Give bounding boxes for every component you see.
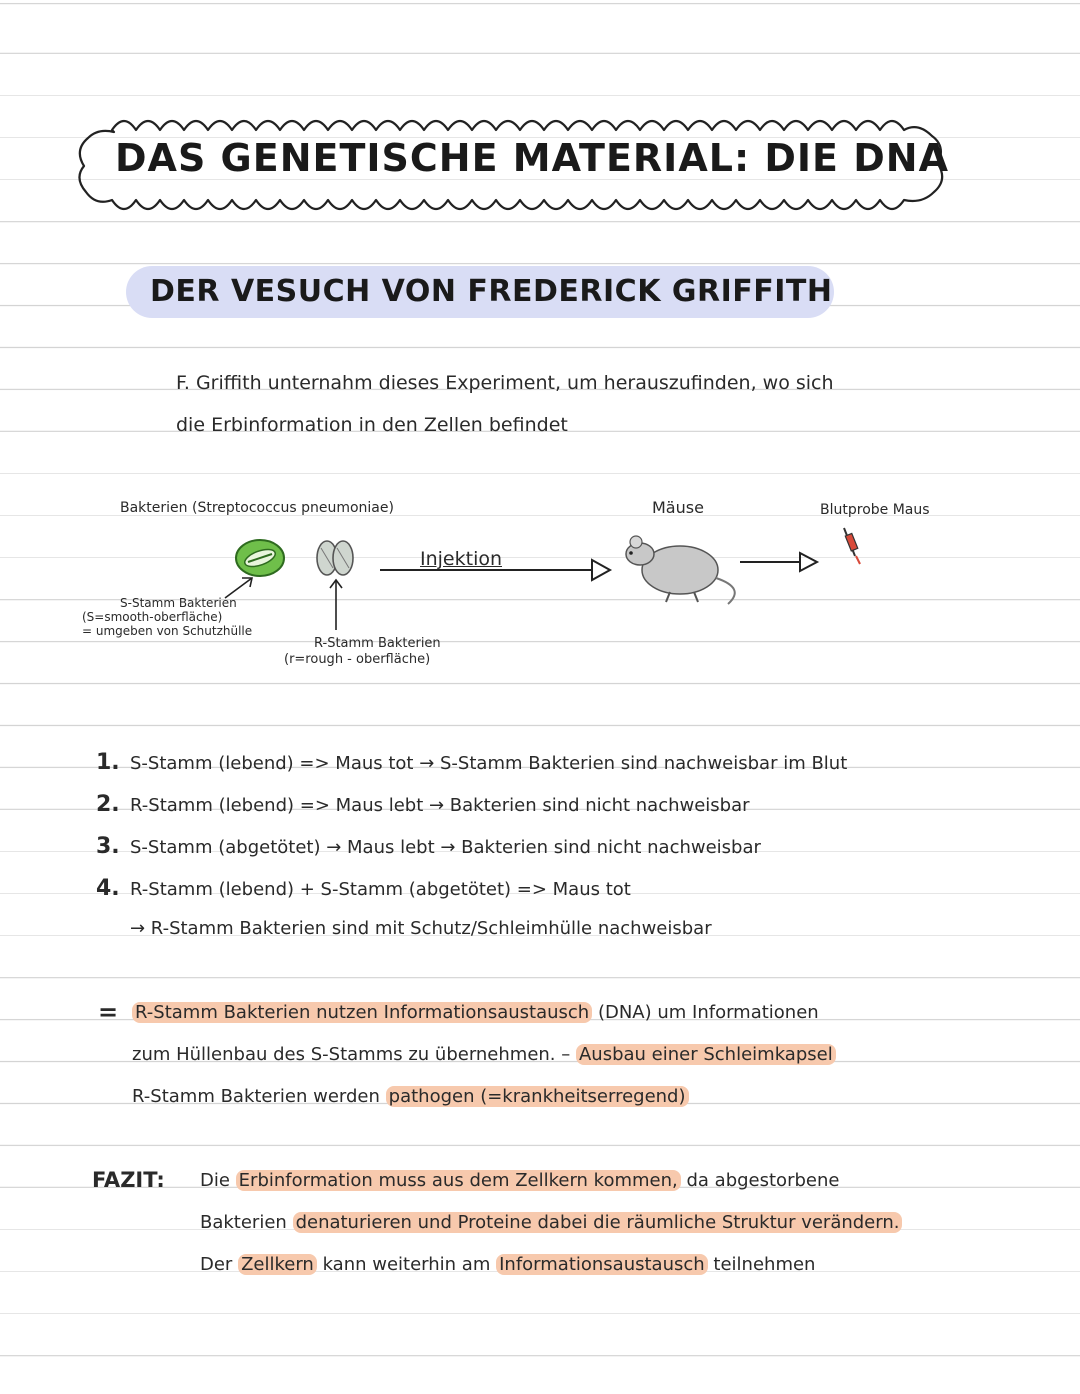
s-strain-label-line-1: S-Stamm Bakterien	[120, 596, 237, 610]
result-text: R-Stamm (lebend) + S-Stamm (abgetötet) => Maus tot	[130, 879, 631, 900]
fazit-line-2	[200, 1212, 902, 1233]
fazit-line-3	[200, 1254, 815, 1275]
arrow-head-icon	[592, 560, 610, 580]
result-row	[96, 876, 631, 901]
fazit-text: kann weiterhin am	[322, 1254, 491, 1275]
bacteria-label: Bakterien (Streptococcus pneumoniae)	[120, 500, 394, 516]
highlight: denaturieren und Proteine dabei die räumliche Struktur verändern.	[293, 1212, 903, 1233]
highlight: pathogen (=krankheitserregend)	[386, 1086, 689, 1107]
result-row	[96, 834, 761, 859]
r-strain-label-line-2: (r=rough - oberfläche)	[284, 652, 431, 667]
fazit-text: teilnehmen	[713, 1254, 816, 1275]
conclusion-line-2	[132, 1044, 836, 1065]
s-strain-label	[82, 596, 252, 638]
injection-label: Injektion	[420, 548, 503, 570]
intro-line-1: F. Griffith unternahm dieses Experiment, um herauszufinden, wo sich	[176, 372, 834, 394]
result-number: 2.	[96, 792, 120, 817]
conclusion-text: zum Hüllenbau des S-Stamms zu übernehmen. –	[132, 1044, 571, 1065]
fazit-line-1	[200, 1170, 839, 1191]
s-bacterium-icon	[236, 540, 284, 576]
result-4-followup: → R-Stamm Bakterien sind mit Schutz/Schleimhülle nachweisbar	[130, 918, 712, 939]
highlight: Ausbau einer Schleimkapsel	[576, 1044, 836, 1065]
conclusion-line-1	[132, 1002, 819, 1023]
highlight: Zellkern	[238, 1254, 317, 1275]
mice-label: Mäuse	[652, 498, 704, 517]
r-strain-label-line-1: R-Stamm Bakterien	[314, 636, 441, 651]
result-row	[96, 792, 750, 817]
result-row	[96, 750, 847, 775]
r-strain-label	[284, 636, 441, 668]
highlight: R-Stamm Bakterien nutzen Informationsaustausch	[132, 1002, 592, 1023]
result-number: 3.	[96, 834, 120, 859]
arrow-head-icon	[800, 553, 817, 571]
blood-sample-label: Blutprobe Maus	[820, 502, 930, 518]
r-bacterium-icon	[317, 541, 353, 575]
highlight: Erbinformation muss aus dem Zellkern kommen,	[236, 1170, 681, 1191]
highlight: Informationsaustausch	[496, 1254, 708, 1275]
fazit-text: Der	[200, 1254, 233, 1275]
fazit-label: FAZIT:	[92, 1168, 165, 1192]
conclusion-line-3	[132, 1086, 689, 1107]
intro-line-2: die Erbinformation in den Zellen befindet	[176, 414, 568, 436]
section-heading-pill	[126, 266, 834, 318]
title-cloud	[72, 100, 992, 225]
fazit-text: Die	[200, 1170, 230, 1191]
fazit-text: Bakterien	[200, 1212, 287, 1233]
result-number: 1.	[96, 750, 120, 775]
conclusion-text: R-Stamm Bakterien werden	[132, 1086, 380, 1107]
fazit-text: da abgestorbene	[686, 1170, 840, 1191]
syringe-icon	[844, 528, 860, 564]
s-strain-label-line-3: = umgeben von Schutzhülle	[82, 624, 253, 638]
result-text: S-Stamm (lebend) => Maus tot → S-Stamm Bakterien sind nachweisbar im Blut	[130, 753, 848, 774]
s-strain-label-line-2: (S=smooth-oberfläche)	[82, 610, 223, 624]
result-number: 4.	[96, 876, 120, 901]
section-heading: DER VESUCH VON FREDERICK GRIFFITH	[150, 274, 833, 309]
conclusion-text: (DNA) um Informationen	[597, 1002, 819, 1023]
result-text: R-Stamm (lebend) => Maus lebt → Bakterien sind nicht nachweisbar	[130, 795, 750, 816]
page-title: DAS GENETISCHE MATERIAL: DIE DNA	[115, 136, 949, 180]
mouse-icon	[626, 536, 735, 604]
equals-sign: =	[98, 998, 119, 1026]
result-text: S-Stamm (abgetötet) → Maus lebt → Bakterien sind nicht nachweisbar	[130, 837, 761, 858]
